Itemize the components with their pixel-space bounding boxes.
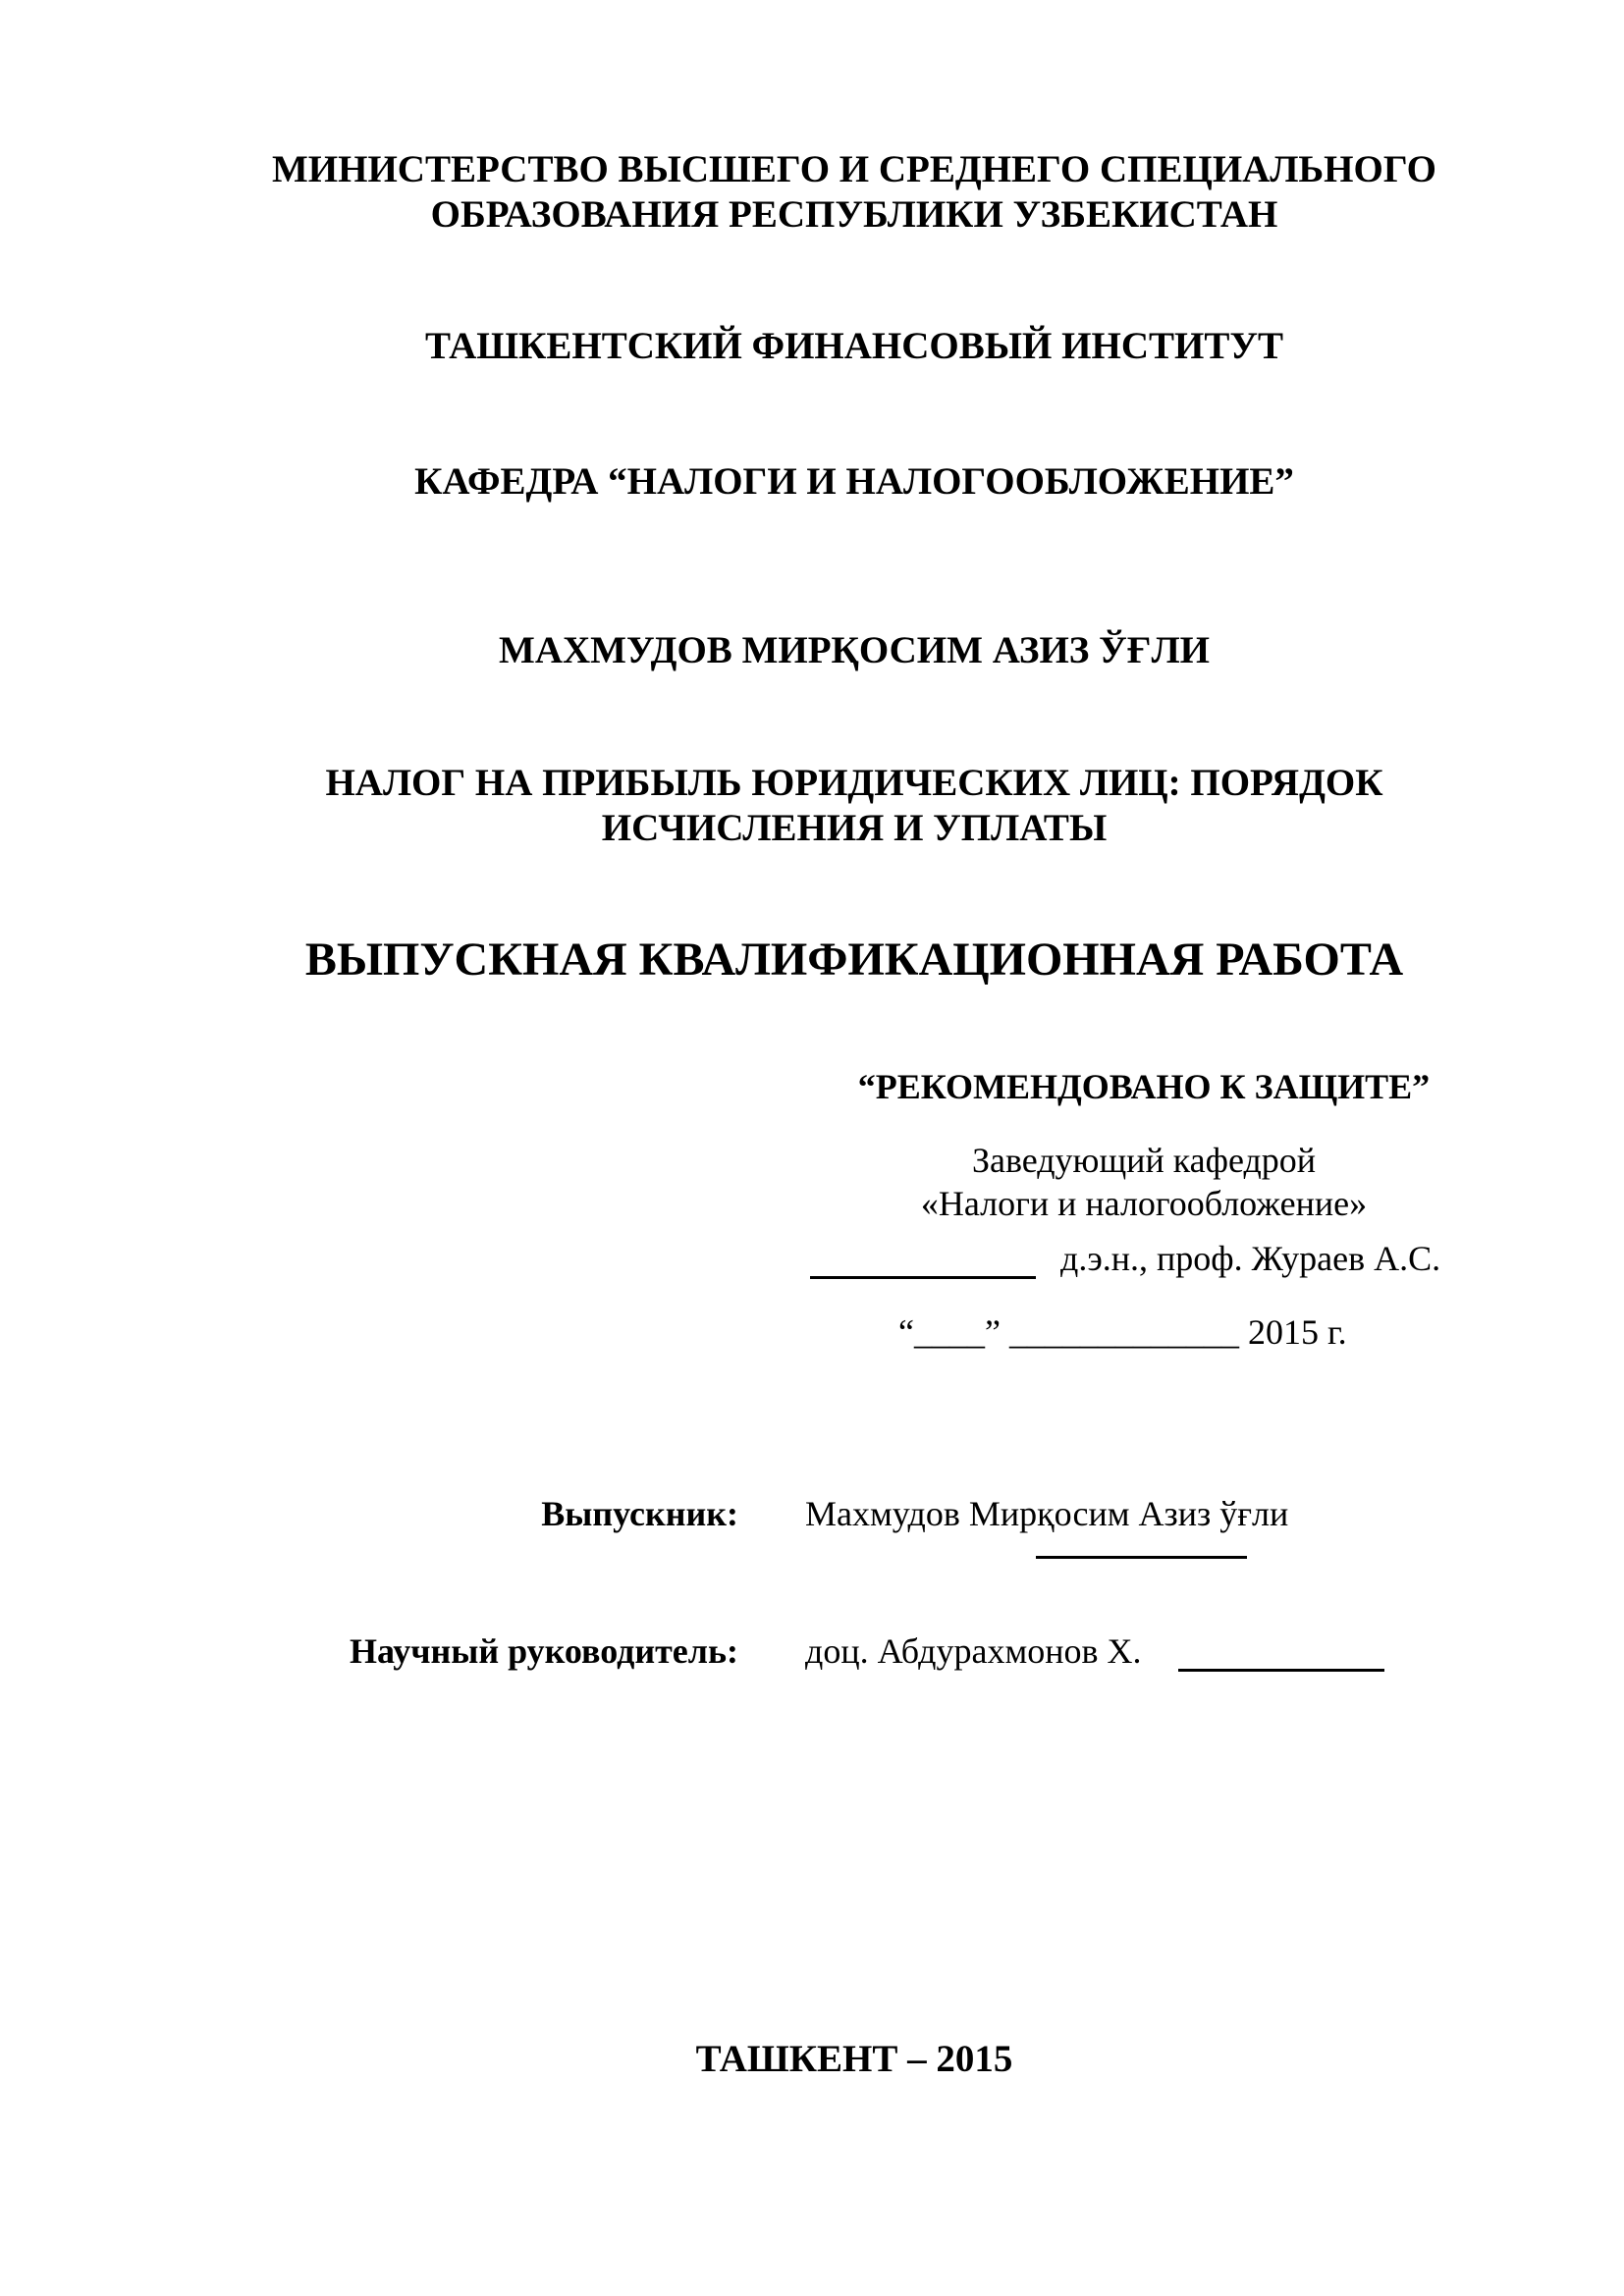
approval-title: “РЕКОМЕНДОВАНО К ЗАЩИТЕ” [857, 1067, 1431, 1106]
work-type-heading: ВЫПУСКНАЯ КВАЛИФИКАЦИОННАЯ РАБОТА [304, 934, 1404, 986]
city-year-footer: ТАШКЕНТ – 2015 [695, 2038, 1013, 2080]
ministry-heading [0, 147, 1624, 238]
ministry-line-1: МИНИСТЕРСТВО ВЫСШЕГО И СРЕДНЕГО СПЕЦИАЛЬНОГО [271, 148, 1437, 190]
supervisor-name: доц. Абдурахмонов Х. [805, 1631, 1142, 1671]
institute-heading: ТАШКЕНТСКИЙ ФИНАНСОВЫЙ ИНСТИТУТ [425, 325, 1283, 367]
signature-line [810, 1276, 1036, 1279]
thesis-topic [0, 761, 1624, 851]
supervisor-label: Научный руководитель: [350, 1631, 738, 1671]
graduate-signature-line [1036, 1556, 1247, 1559]
author-name-heading: МАХМУДОВ МИРҚОСИМ АЗИЗ ЎҒЛИ [499, 629, 1210, 671]
topic-line-2: ИСЧИСЛЕНИЯ И УПЛАТЫ [601, 807, 1108, 849]
graduate-label: Выпускник: [541, 1494, 738, 1533]
approval-position [805, 1139, 1483, 1225]
position-line-1: Заведующий кафедрой [971, 1141, 1317, 1180]
approval-date-line: “____” _____________ 2015 г. [898, 1312, 1347, 1352]
supervisor-signature-line [1178, 1669, 1384, 1672]
approval-signatory: д.э.н., проф. Жураев А.С. [1060, 1239, 1441, 1278]
position-line-2: «Налоги и налогообложение» [920, 1184, 1368, 1223]
ministry-line-2: ОБРАЗОВАНИЯ РЕСПУБЛИКИ УЗБЕКИСТАН [430, 193, 1278, 236]
topic-line-1: НАЛОГ НА ПРИБЫЛЬ ЮРИДИЧЕСКИХ ЛИЦ: ПОРЯДОК [325, 762, 1383, 804]
graduate-name: Махмудов Мирқосим Азиз ўғли [805, 1494, 1289, 1533]
department-heading: КАФЕДРА “НАЛОГИ И НАЛОГООБЛОЖЕНИЕ” [414, 460, 1294, 503]
